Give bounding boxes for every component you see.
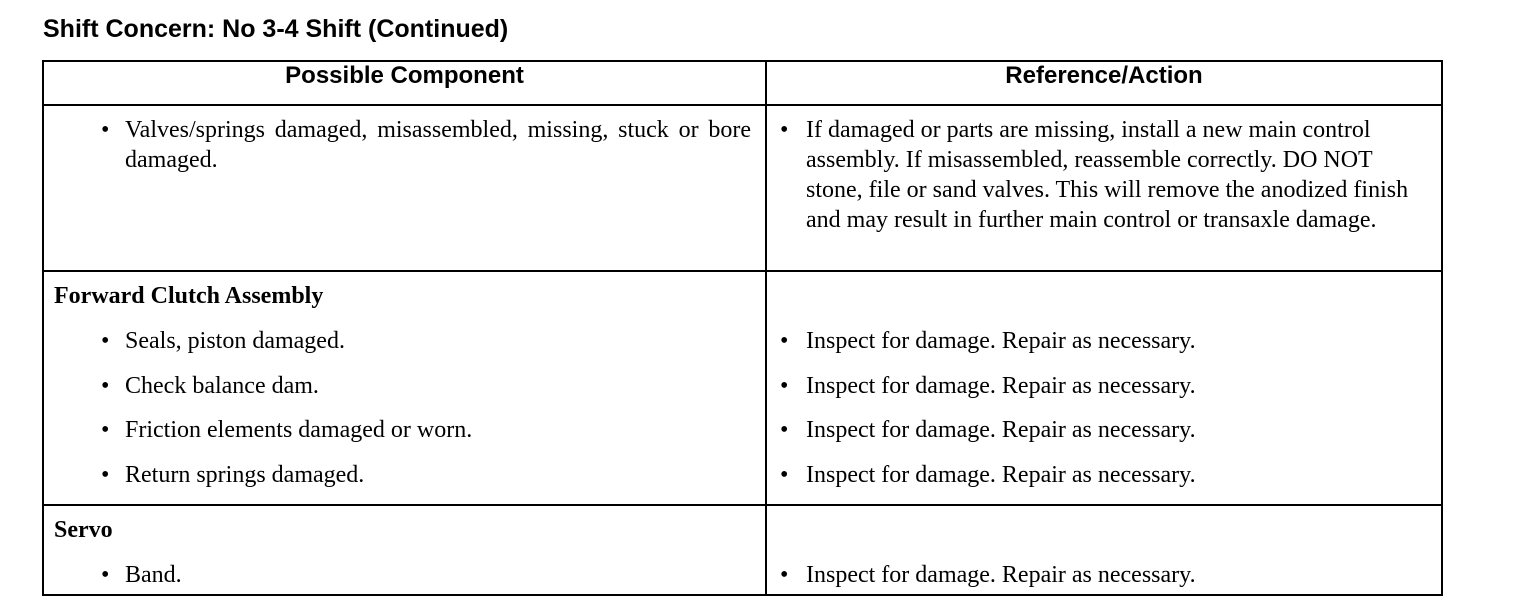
table-row (43, 271, 1442, 505)
list-item (44, 460, 765, 505)
action-text: If damaged or parts are missing, install a new main control assembly. If misassembled, reassemble correctly. DO NOT stone, file or sand valves. This will remove the anodized finish and may result in further main control or transaxle damage. (806, 117, 1409, 233)
table-header-row (43, 61, 1442, 105)
list-item (44, 326, 765, 371)
list-item (44, 415, 765, 460)
group-title-forward-clutch: Forward Clutch Assembly (54, 283, 324, 309)
bullet: • (780, 417, 789, 443)
header-possible-component: Possible Component (43, 61, 766, 105)
list-item (767, 371, 1441, 416)
component-cell (43, 505, 766, 595)
action-text: Inspect for damage. Repair as necessary. (806, 461, 1196, 488)
component-text: Friction elements damaged or worn. (125, 417, 473, 443)
action-text: Inspect for damage. Repair as necessary. (806, 417, 1196, 443)
bullet: • (101, 461, 110, 488)
bullet: • (780, 461, 789, 488)
action-text: Inspect for damage. Repair as necessary. (806, 328, 1196, 354)
list-item (44, 371, 765, 416)
bullet: • (780, 117, 789, 143)
list-item (767, 460, 1441, 505)
list-item (44, 560, 765, 590)
table-row (43, 105, 1442, 271)
bullet: • (101, 562, 110, 588)
header-reference-action: Reference/Action (766, 61, 1442, 105)
action-cell (766, 271, 1442, 505)
component-text: Band. (125, 562, 182, 588)
bullet: • (101, 117, 110, 143)
bullet: • (101, 372, 110, 399)
list-item (44, 106, 765, 175)
list-item (767, 415, 1441, 460)
list-item (767, 560, 1441, 590)
action-text: Inspect for damage. Repair as necessary. (806, 372, 1196, 399)
bullet: • (780, 562, 789, 588)
list-item (767, 326, 1441, 371)
component-text: Seals, piston damaged. (125, 328, 345, 354)
component-text: Check balance dam. (125, 372, 319, 399)
table-row (43, 505, 1442, 595)
component-cell (43, 271, 766, 505)
action-cell (766, 505, 1442, 595)
action-text: Inspect for damage. Repair as necessary. (806, 562, 1196, 588)
component-text: Valves/springs damaged, misassembled, missing, stuck or bore damaged. (125, 117, 751, 173)
component-text: Return springs damaged. (125, 461, 365, 488)
bullet: • (101, 328, 110, 354)
shift-concern-table (42, 60, 1443, 596)
bullet: • (780, 372, 789, 399)
list-item (767, 106, 1441, 235)
bullet: • (101, 417, 110, 443)
action-cell (766, 105, 1442, 271)
bullet: • (780, 328, 789, 354)
group-title-servo: Servo (54, 517, 113, 543)
component-cell (43, 105, 766, 271)
page-title: Shift Concern: No 3-4 Shift (Continued) (43, 15, 509, 43)
